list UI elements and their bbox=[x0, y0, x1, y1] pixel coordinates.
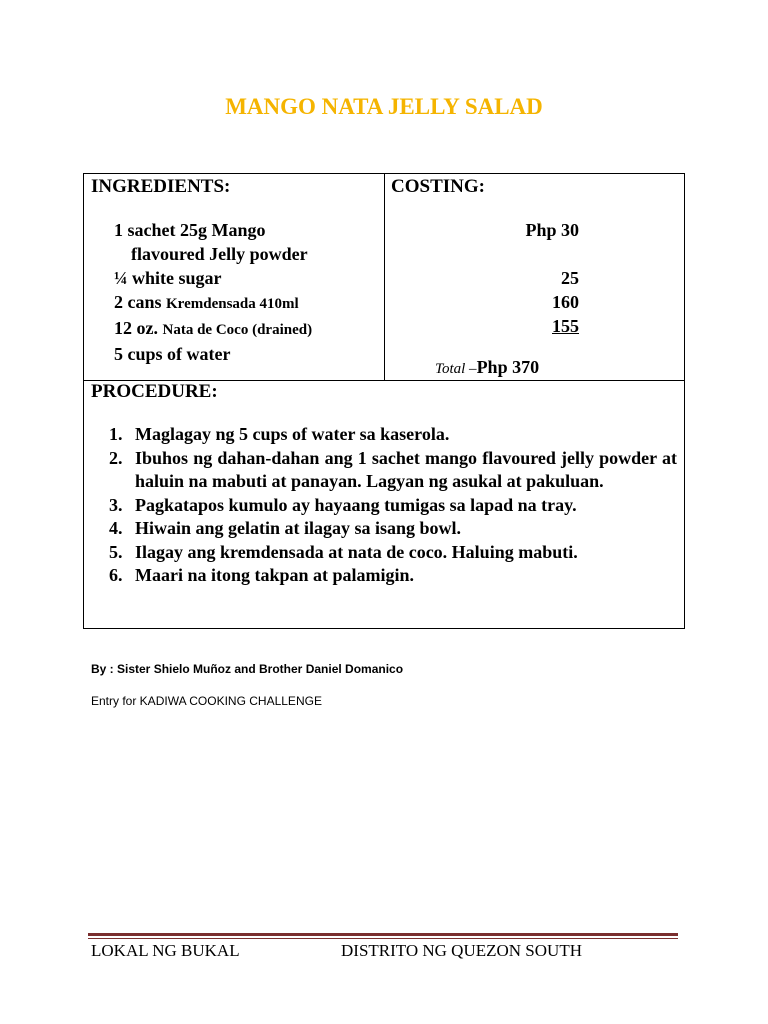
procedure-step bbox=[109, 423, 677, 447]
ingredient-item: ¼ white sugar bbox=[114, 268, 222, 288]
costing-heading: COSTING: bbox=[391, 176, 485, 197]
total-label: Total – bbox=[435, 361, 477, 377]
step-text: Pagkatapos kumulo ay hayaang tumigas sa lapad na tray. bbox=[135, 494, 577, 515]
ingredients-list bbox=[114, 218, 312, 366]
procedure-steps bbox=[109, 423, 677, 588]
procedure-step bbox=[109, 447, 677, 494]
costing-total bbox=[435, 357, 539, 378]
footer-rule bbox=[88, 933, 678, 936]
step-text: Ilagay ang kremdensada at nata de coco. Haluing mabuti. bbox=[135, 541, 578, 562]
procedure-step bbox=[109, 541, 677, 565]
cost-value: 25 bbox=[561, 268, 579, 288]
step-number: 5. bbox=[109, 541, 123, 562]
document-title: MANGO NATA JELLY SALAD bbox=[225, 94, 543, 119]
procedure-heading: PROCEDURE: bbox=[91, 381, 218, 402]
cost-value-underlined: 155 bbox=[552, 316, 579, 336]
ingredient-qty: 2 cans bbox=[114, 292, 167, 312]
cost-value: 160 bbox=[552, 292, 579, 312]
step-text: Ibuhos ng dahan-dahan ang 1 sachet mango flavoured jelly powder at haluin na mabuti at panayan. Lagyan ng asukal at pakuluan. bbox=[135, 447, 677, 491]
step-number: 4. bbox=[109, 518, 123, 538]
ingredient-item: flavoured Jelly powder bbox=[131, 244, 308, 264]
step-number: 6. bbox=[109, 565, 123, 585]
cost-value bbox=[389, 314, 579, 338]
total-value: Php 370 bbox=[476, 357, 540, 377]
column-divider bbox=[384, 174, 385, 380]
step-number: 2. bbox=[109, 447, 123, 468]
ingredient-item: 5 cups of water bbox=[114, 344, 231, 364]
ingredient-item bbox=[114, 316, 312, 342]
ingredient-name: Nata de Coco (drained) bbox=[162, 322, 313, 338]
entry-note: Entry for KADIWA COOKING CHALLENGE bbox=[91, 694, 322, 708]
ingredient-item: 1 sachet 25g Mango bbox=[114, 220, 266, 240]
footer-rule-thin bbox=[88, 938, 678, 939]
cost-spacer bbox=[389, 242, 579, 266]
ingredients-heading: INGREDIENTS: bbox=[91, 176, 231, 197]
recipe-table bbox=[83, 173, 685, 629]
procedure-step bbox=[109, 517, 677, 541]
cost-value: Php 30 bbox=[525, 220, 579, 240]
procedure-step bbox=[109, 494, 677, 518]
step-text: Maglagay ng 5 cups of water sa kaserola. bbox=[135, 424, 450, 444]
ingredient-item bbox=[114, 290, 312, 316]
ingredient-qty: 12 oz. bbox=[114, 318, 163, 338]
step-number: 1. bbox=[109, 424, 123, 444]
procedure-step bbox=[109, 564, 677, 588]
footer-left-text: LOKAL NG BUKAL bbox=[91, 941, 240, 960]
costing-list bbox=[389, 218, 579, 338]
footer-right-text: DISTRITO NG QUEZON SOUTH bbox=[341, 941, 582, 960]
author-byline: By : Sister Shielo Muñoz and Brother Daniel Domanico bbox=[91, 662, 404, 676]
step-number: 3. bbox=[109, 494, 123, 515]
step-text: Maari na itong takpan at palamigin. bbox=[135, 565, 415, 585]
ingredient-name: Kremdensada 410ml bbox=[166, 296, 299, 312]
step-text: Hiwain ang gelatin at ilagay sa isang bowl. bbox=[135, 518, 462, 538]
